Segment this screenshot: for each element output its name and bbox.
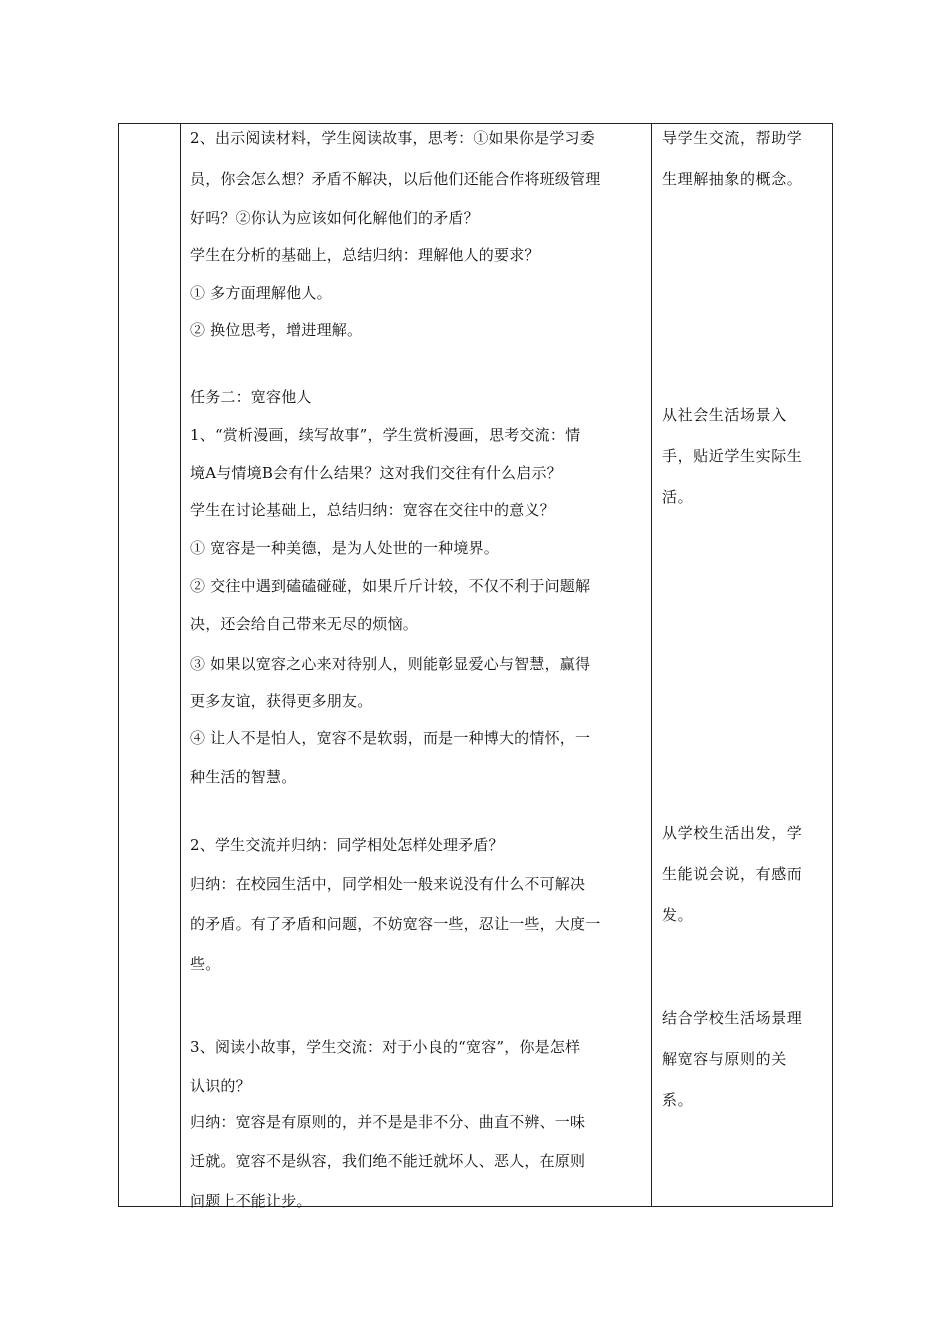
text-line: 归纳：宽容是有原则的，并不是是非不分、曲直不辨、一味: [190, 1113, 586, 1131]
intent-line: 发。: [662, 906, 694, 924]
intent-line: 从学校生活出发，学: [662, 824, 803, 842]
section-heading: 任务二：宽容他人: [190, 388, 312, 406]
intent-line: 活。: [662, 488, 694, 506]
text-line: 问题上不能让步。: [190, 1192, 312, 1210]
intent-line: 生理解抽象的概念。: [662, 170, 803, 188]
text-line: ③ 如果以宽容之心来对待别人，则能彰显爱心与智慧，赢得: [190, 655, 591, 673]
text-line: 的矛盾。有了矛盾和问题，不妨宽容一些，忍让一些，大度一: [190, 915, 601, 933]
text-line: 更多友谊，获得更多朋友。: [190, 692, 373, 710]
column-divider-right: [651, 124, 652, 1206]
intent-line: 手，贴近学生实际生: [662, 447, 803, 465]
text-line: 迁就。宽容不是纵容，我们绝不能迁就坏人、恶人，在原则: [190, 1152, 586, 1170]
text-line: 3、阅读小故事，学生交流：对于小良的“宽容”，你是怎样: [190, 1038, 581, 1056]
text-line: 认识的？: [190, 1077, 251, 1095]
text-line: ① 多方面理解他人。: [190, 284, 332, 302]
text-line: 归纳：在校园生活中，同学相处一般来说没有什么不可解决: [190, 875, 586, 893]
intent-line: 从社会生活场景入: [662, 406, 787, 424]
text-line: 决，还会给自己带来无尽的烦恼。: [190, 615, 419, 633]
text-line: ① 宽容是一种美德，是为人处世的一种境界。: [190, 539, 499, 557]
text-line: 种生活的智慧。: [190, 768, 297, 786]
text-line: 好吗？②你认为应该如何化解他们的矛盾？: [190, 209, 479, 227]
lesson-table: [118, 123, 833, 1210]
text-line: 境A与情境B会有什么结果？这对我们交往有什么启示？: [190, 464, 562, 482]
text-line: ④ 让人不是怕人，宽容不是软弱，而是一种博大的情怀，一: [190, 729, 591, 747]
intent-line: 结合学校生活场景理: [662, 1009, 803, 1027]
text-line: 2、学生交流并归纳：同学相处怎样处理矛盾？: [190, 836, 504, 854]
text-line: 学生在讨论基础上，总结归纳：宽容在交往中的意义？: [190, 501, 555, 519]
text-line: ② 换位思考，增进理解。: [190, 321, 363, 339]
text-line: 学生在分析的基础上，总结归纳：理解他人的要求？: [190, 246, 540, 264]
intent-line: 生能说会说，有感而: [662, 865, 803, 883]
column-divider-left: [180, 124, 181, 1206]
intent-line: 导学生交流，帮助学: [662, 129, 803, 147]
text-line: ② 交往中遇到磕磕碰碰，如果斤斤计较，不仅不利于问题解: [190, 577, 591, 595]
text-line: 2、出示阅读材料，学生阅读故事，思考：①如果你是学习委: [190, 129, 595, 147]
intent-line: 系。: [662, 1091, 694, 1109]
text-line: 些。: [190, 955, 221, 973]
text-line: 员，你会怎么想？矛盾不解决，以后他们还能合作将班级管理: [190, 170, 601, 188]
intent-line: 解宽容与原则的关: [662, 1050, 787, 1068]
text-line: 1、“赏析漫画，续写故事”，学生赏析漫画，思考交流：情: [190, 426, 581, 444]
